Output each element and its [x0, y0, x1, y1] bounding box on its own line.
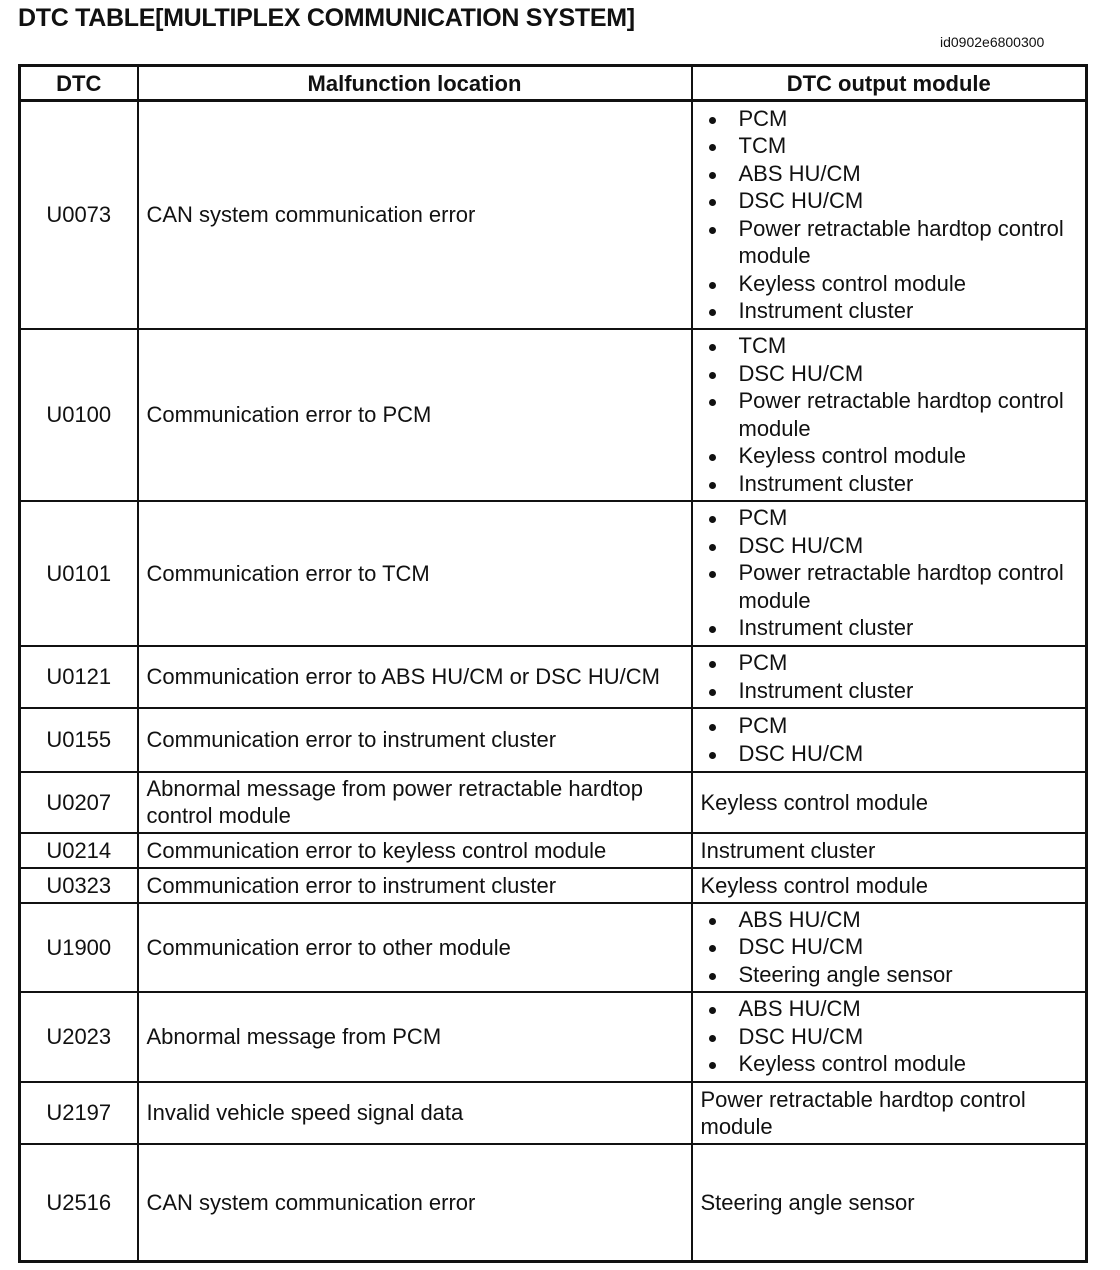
dtc-code: U0323: [20, 868, 138, 903]
table-row: [20, 329, 1087, 501]
dtc-output-module: Instrument cluster: [692, 833, 1087, 868]
module-list-item: PCM: [739, 504, 1078, 532]
malfunction-location: Communication error to other module: [138, 903, 692, 992]
module-list-item: PCM: [739, 649, 1078, 677]
module-list: [701, 649, 1078, 704]
dtc-output-module: [692, 992, 1087, 1082]
dtc-code: U0207: [20, 772, 138, 833]
module-list-item: Instrument cluster: [739, 470, 1078, 498]
malfunction-location: Invalid vehicle speed signal data: [138, 1082, 692, 1144]
module-list-item: Keyless control module: [739, 1050, 1078, 1078]
dtc-code: U0121: [20, 646, 138, 708]
table-row: [20, 101, 1087, 329]
dtc-code: U0101: [20, 501, 138, 646]
module-list: [701, 105, 1078, 325]
dtc-code: U2197: [20, 1082, 138, 1144]
dtc-code: U2023: [20, 992, 138, 1082]
module-list-item: Instrument cluster: [739, 677, 1078, 705]
table-header-row: [20, 66, 1087, 101]
dtc-output-module: [692, 501, 1087, 646]
module-list-item: DSC HU/CM: [739, 1023, 1078, 1051]
table-row: [20, 708, 1087, 772]
module-list-item: DSC HU/CM: [739, 360, 1078, 388]
table-row: [20, 646, 1087, 708]
column-header-malfunction-location: Malfunction location: [138, 66, 692, 101]
malfunction-location: Communication error to instrument cluster: [138, 868, 692, 903]
module-list-item: Steering angle sensor: [739, 961, 1078, 989]
module-list-item: PCM: [739, 712, 1078, 740]
module-list-item: PCM: [739, 105, 1078, 133]
dtc-output-module: Power retractable hardtop control module: [692, 1082, 1087, 1144]
module-list-item: Keyless control module: [739, 442, 1078, 470]
module-list: [701, 995, 1078, 1078]
malfunction-location: Communication error to TCM: [138, 501, 692, 646]
module-list-item: DSC HU/CM: [739, 933, 1078, 961]
table-row: [20, 903, 1087, 992]
document-id: id0902e6800300: [940, 34, 1045, 50]
malfunction-location: Communication error to instrument cluster: [138, 708, 692, 772]
malfunction-location: Communication error to keyless control module: [138, 833, 692, 868]
malfunction-location: Abnormal message from power retractable hardtop control module: [138, 772, 692, 833]
module-list-item: ABS HU/CM: [739, 906, 1078, 934]
table-row: [20, 1082, 1087, 1144]
dtc-output-module: [692, 903, 1087, 992]
module-list-item: Instrument cluster: [739, 297, 1078, 325]
table-row: [20, 1144, 1087, 1262]
table-row: [20, 772, 1087, 833]
module-list-item: ABS HU/CM: [739, 160, 1078, 188]
column-header-dtc: DTC: [20, 66, 138, 101]
table-row: [20, 868, 1087, 903]
column-header-dtc-output-module: DTC output module: [692, 66, 1087, 101]
dtc-code: U2516: [20, 1144, 138, 1262]
module-list: [701, 906, 1078, 989]
module-list-item: TCM: [739, 332, 1078, 360]
module-list: [701, 332, 1078, 497]
dtc-code: U1900: [20, 903, 138, 992]
module-list-item: Power retractable hardtop control module: [739, 215, 1078, 270]
module-list: [701, 712, 1078, 767]
dtc-table: [18, 64, 1088, 1263]
dtc-output-module: Steering angle sensor: [692, 1144, 1087, 1262]
malfunction-location: CAN system communication error: [138, 1144, 692, 1262]
module-list-item: Power retractable hardtop control module: [739, 559, 1078, 614]
malfunction-location: Communication error to PCM: [138, 329, 692, 501]
dtc-output-module: Keyless control module: [692, 772, 1087, 833]
module-list-item: DSC HU/CM: [739, 187, 1078, 215]
module-list-item: ABS HU/CM: [739, 995, 1078, 1023]
dtc-output-module: [692, 708, 1087, 772]
module-list-item: Instrument cluster: [739, 614, 1078, 642]
module-list-item: DSC HU/CM: [739, 532, 1078, 560]
dtc-output-module: [692, 101, 1087, 329]
dtc-output-module: [692, 646, 1087, 708]
malfunction-location: Abnormal message from PCM: [138, 992, 692, 1082]
module-list-item: Power retractable hardtop control module: [739, 387, 1078, 442]
module-list-item: Keyless control module: [739, 270, 1078, 298]
dtc-output-module: [692, 329, 1087, 501]
dtc-code: U0155: [20, 708, 138, 772]
dtc-code: U0073: [20, 101, 138, 329]
malfunction-location: CAN system communication error: [138, 101, 692, 329]
module-list-item: DSC HU/CM: [739, 740, 1078, 768]
dtc-code: U0214: [20, 833, 138, 868]
table-row: [20, 833, 1087, 868]
malfunction-location: Communication error to ABS HU/CM or DSC HU/CM: [138, 646, 692, 708]
module-list: [701, 504, 1078, 642]
dtc-code: U0100: [20, 329, 138, 501]
table-row: [20, 992, 1087, 1082]
table-row: [20, 501, 1087, 646]
module-list-item: TCM: [739, 132, 1078, 160]
page-title: DTC TABLE[MULTIPLEX COMMUNICATION SYSTEM]: [18, 4, 635, 32]
dtc-output-module: Keyless control module: [692, 868, 1087, 903]
